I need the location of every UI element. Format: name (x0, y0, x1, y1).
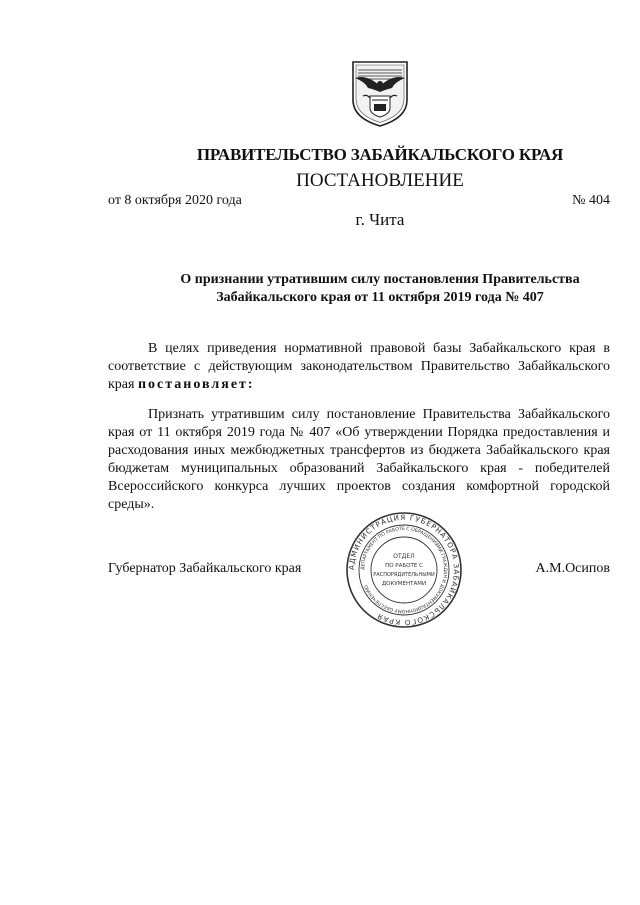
document-city: г. Чита (355, 210, 405, 229)
official-stamp (344, 510, 464, 630)
stamp-center-line-4: ДОКУМЕНТАМИ (381, 581, 427, 587)
stamp-center-line-3: РАСПОРЯДИТЕЛЬНЫМИ (373, 572, 435, 578)
svg-text:ДЕПАРТАМЕНТ ПО РАБОТЕ С ОБРАЩЕ (360, 526, 448, 614)
body-paragraph-1 (108, 340, 610, 394)
stamp-outer-text: АДМИНИСТРАЦИЯ ГУБЕРНАТОРА ЗАБАЙКАЛЬСКОГО КРАЯ (346, 512, 462, 628)
document-subject (150, 271, 610, 307)
document-type: ПОСТАНОВЛЕНИЕ (296, 170, 464, 191)
coat-of-arms-emblem (343, 56, 417, 130)
paragraph-1-text: В целях приведения нормативной правовой базы Забайкальского края в соответствие с действующим законодательством Правительство Забайкальского края (108, 341, 610, 392)
government-title: ПРАВИТЕЛЬСТВО ЗАБАЙКАЛЬСКОГО КРАЯ (196, 145, 564, 164)
stamp-inner-text: ДЕПАРТАМЕНТ ПО РАБОТЕ С ОБРАЩЕНИЯМИ ГРАЖДАН И ДОКУМЕНТАЦИОННОМУ ОБЕСПЕЧЕНИЮ (360, 526, 448, 614)
body-paragraph-2: Признать утратившим силу постановление Правительства Забайкальского края от 11 октября 2019 года № 407 «Об утверждении Порядка предоставления и расходования иных межбюджетных трансфертов из бюджета Забайкальского края бюджетам муниципальных образований Забайкальского края - победителей Всероссийского конкурса лучших проектов создания комфортной городской среды». (108, 407, 610, 512)
decree-keyword: постановляет: (137, 377, 255, 392)
subject-line-1: О признании утратившим силу постановления Правительства (180, 272, 580, 287)
signer-name: А.М.Осипов (535, 561, 610, 576)
subject-line-2: Забайкальского края от 11 октября 2019 года № 407 (216, 290, 544, 305)
document-number: № 404 (572, 193, 610, 208)
stamp-center-line-1: ОТДЕЛ (393, 553, 415, 560)
document-date: от 8 октября 2020 года (108, 193, 242, 208)
signer-position: Губернатор Забайкальского края (108, 561, 302, 576)
stamp-center-line-2: ПО РАБОТЕ С (385, 563, 423, 569)
